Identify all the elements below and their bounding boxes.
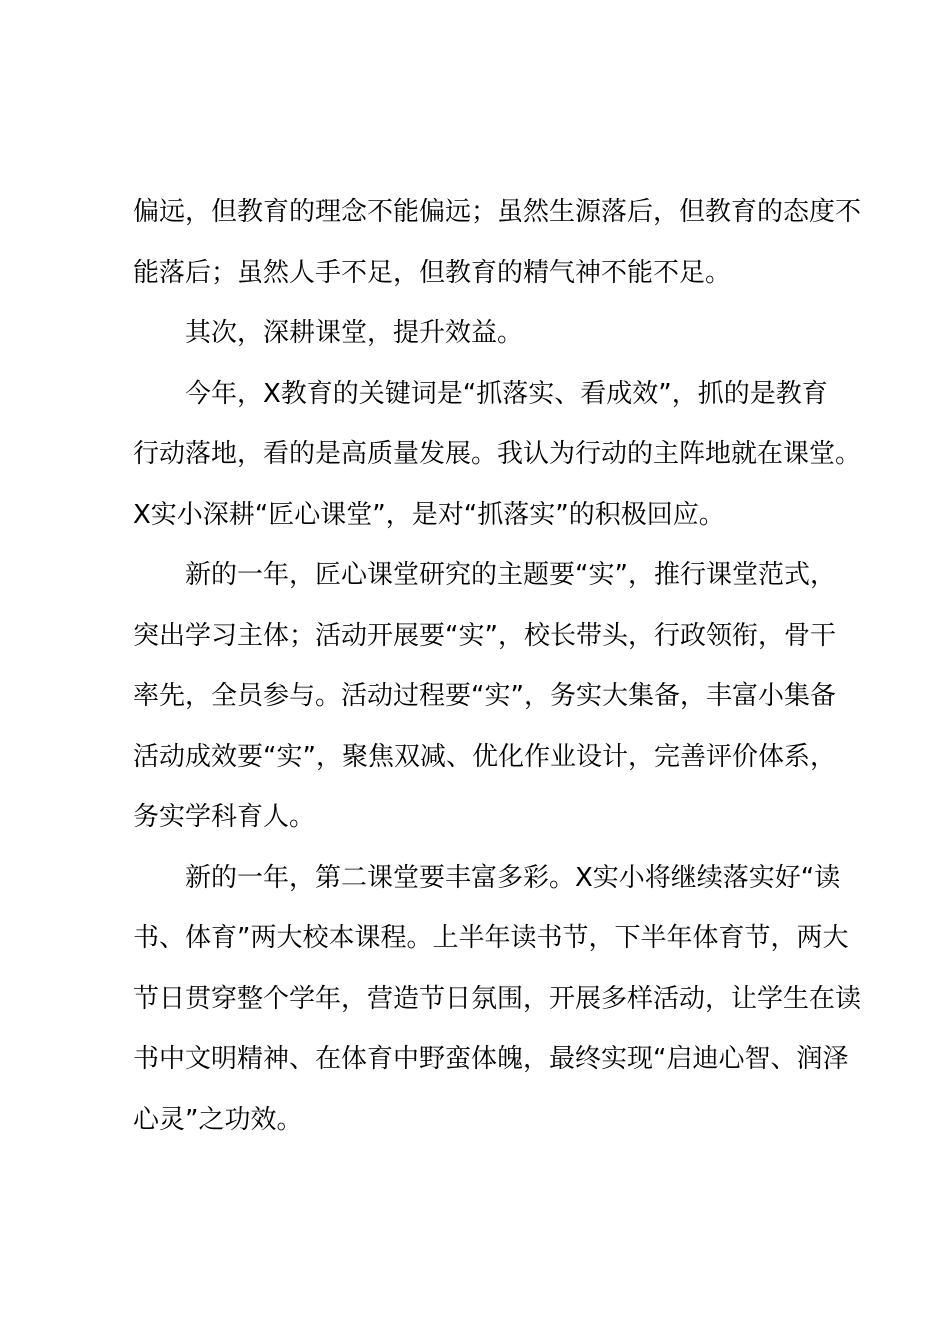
text-line: 务实学科育人。 xyxy=(133,802,316,832)
text-line: 书、体育”两大校本课程。上半年读书节，下半年体育节，两大 xyxy=(133,923,849,953)
paragraph-first-line: 新的一年，匠心课堂研究的主题要“实”，推行课堂范式， xyxy=(185,560,836,590)
body-text xyxy=(133,182,862,1150)
paragraph-first-line: 新的一年，第二课堂要丰富多彩。X实小将继续落实好“读 xyxy=(185,862,841,893)
paragraph-first-line: 其次，深耕课堂，提升效益。 xyxy=(185,318,524,348)
text-line: 率先，全员参与。活动过程要“实”，务实大集备，丰富小集备 xyxy=(133,681,836,711)
paragraph-first-line: 今年，X教育的关键词是“抓落实、看成效”，抓的是教育 xyxy=(185,378,828,409)
text-line: 节日贯穿整个学年，营造节日氛围，开展多样活动，让学生在读 xyxy=(133,983,862,1014)
text-line: 突出学习主体；活动开展要“实”，校长带头，行政领衔，骨干 xyxy=(133,620,836,651)
text-line: 行动落地，看的是高质量发展。我认为行动的主阵地就在课堂。 xyxy=(133,439,862,469)
text-line: X实小深耕“匠心课堂”，是对“抓落实”的积极回应。 xyxy=(133,499,725,530)
text-line: 偏远，但教育的理念不能偏远；虽然生源落后，但教育的态度不 xyxy=(133,197,862,227)
text-line: 能落后；虽然人手不足，但教育的精气神不能不足。 xyxy=(133,257,732,288)
text-line: 活动成效要“实”，聚焦双减、优化作业设计，完善评价体系， xyxy=(133,741,836,772)
text-line: 心灵”之功效。 xyxy=(133,1104,303,1135)
text-line: 书中文明精神、在体育中野蛮体魄，最终实现“启迪心智、润泽 xyxy=(133,1044,849,1074)
